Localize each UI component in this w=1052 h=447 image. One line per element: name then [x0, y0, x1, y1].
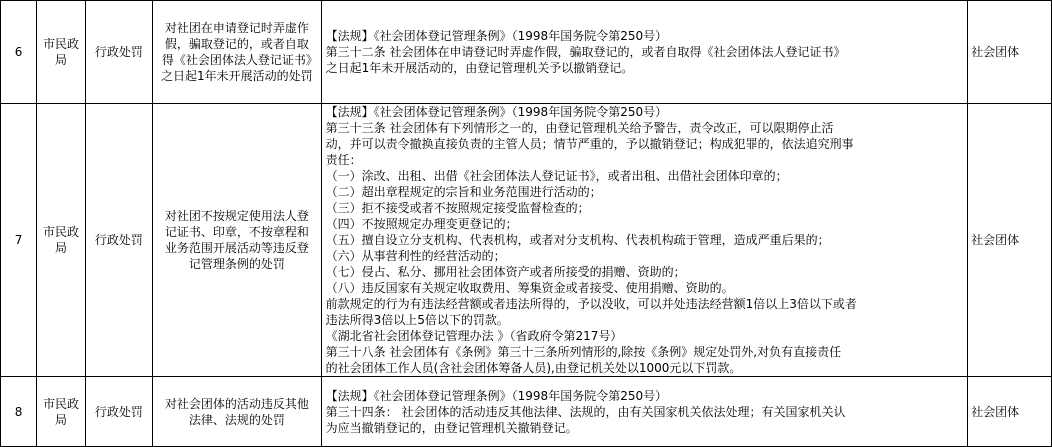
row-number-text: 6	[14, 45, 23, 59]
legal-basis-line: 第三十四条： 社会团体的活动违反其他法律、法规的，由有关国家机关依法处理；有关国家机关认	[325, 404, 846, 419]
legal-basis-line: 之日起1年未开展活动的，由登记管理机关予以撤销登记。	[325, 61, 634, 75]
legal-basis-cell	[321, 1, 968, 104]
legal-basis-line: 违法所得3倍以上5倍以下的罚款。	[325, 313, 509, 327]
legal-basis-line: 第三十八条 社会团体有《条例》第三十三条所列情形的,除按《条例》规定处罚外,对负有直接责任	[325, 345, 842, 359]
department-text: 市民政局	[43, 37, 80, 67]
legal-basis-line: 《湖北省社会团体登记管理办法 》（省政府令第217号）	[325, 329, 623, 343]
table-row	[1, 377, 1052, 447]
department-cell	[37, 1, 86, 104]
penalty-matter-cell	[153, 377, 322, 447]
action-type-cell	[85, 104, 152, 377]
subject-cell	[968, 1, 1052, 104]
row-number-text: 7	[14, 233, 23, 247]
legal-basis-line: （八）违反国家有关规定收取费用、筹集资金或者接受、使用捐赠、资助的。	[325, 281, 734, 295]
legal-basis-cell	[321, 104, 968, 377]
legal-basis-line: （二）超出章程规定的宗旨和业务范围进行活动的；	[325, 185, 602, 199]
penalty-matter-cell	[153, 1, 322, 104]
table-row	[1, 1, 1052, 104]
legal-basis-line: 的社会团体工作人员(含社会团体筹备人员),由登记机关处以1000元以下罚款。	[325, 361, 742, 375]
action-type-cell	[85, 377, 152, 447]
legal-basis-line: 责任：	[325, 153, 362, 167]
legal-basis-line: 为应当撤销登记的，由登记管理机关撤销登记。	[325, 420, 578, 435]
legal-basis-cell	[321, 377, 968, 447]
legal-basis-line: 动，并可以责令撤换直接负责的主管人员；情节严重的，予以撤销登记；构成犯罪的，依法追究刑事	[325, 137, 854, 151]
legal-basis-line: （六）从事营利性的经营活动的；	[325, 249, 506, 263]
action-type-text: 行政处罚	[94, 404, 143, 419]
department-cell	[37, 377, 86, 447]
legal-basis-line: 【法规】《社会团体登记管理条例》（1998年国务院令第250号）	[325, 105, 668, 119]
legal-basis-line: （一）涂改、出租、出借《社会团体法人登记证书》，或者出租、出借社会团体印章的；	[325, 169, 788, 183]
row-number-cell	[1, 377, 37, 447]
legal-basis-line: 前款规定的行为有违法经营额或者违法所得的，予以没收，可以并处违法经营额1倍以上3倍以下或者	[325, 297, 857, 311]
subject-text: 社会团体	[971, 233, 1020, 247]
legal-basis-line: 第三十三条 社会团体有下列情形之一的，由登记管理机关给予警告，责令改正，可以限期停止活	[325, 121, 834, 135]
row-number-text: 8	[14, 404, 23, 419]
table-row	[1, 104, 1052, 377]
department-text: 市民政局	[43, 396, 80, 427]
penalty-matter-text: 对社会团体的活动违反其他法律、法规的处罚	[164, 396, 309, 427]
legal-basis-line: （四）不按照规定办理变更登记的；	[325, 217, 518, 231]
legal-basis-line: （三）拒不接受或者不按照规定接受监督检查的；	[325, 201, 590, 215]
action-type-text: 行政处罚	[94, 233, 143, 247]
penalty-matter-cell	[153, 104, 322, 377]
penalty-matter-text: 对社团不按规定使用法人登记证书、印章，不按章程和业务范围开展活动等违反登记管理条例的处罚	[164, 209, 309, 271]
legal-basis-line: （七）侵占、私分、挪用社会团体资产或者所接受的捐赠、资助的；	[325, 265, 686, 279]
action-type-cell	[85, 1, 152, 104]
subject-cell	[968, 377, 1052, 447]
legal-basis-line: （五）擅自设立分支机构、代表机构，或者对分支机构、代表机构疏于管理，造成严重后果的；	[325, 233, 830, 247]
department-text: 市民政局	[43, 225, 80, 255]
subject-cell	[968, 104, 1052, 377]
action-type-text: 行政处罚	[94, 45, 143, 59]
subject-text: 社会团体	[971, 45, 1020, 59]
legal-basis-line: 【法规】《社会团体登记管理条例》（1998年国务院令第250号）	[325, 29, 668, 43]
legal-basis-line: 第三十二条 社会团体在申请登记时弄虚作假，骗取登记的，或者自取得《社会团体法人登记证书》	[325, 45, 846, 59]
row-number-cell	[1, 1, 37, 104]
penalty-matter-text: 对社团在申请登记时弄虚作假，骗取登记的，或者自取得《社会团体法人登记证书》之日起1年未开展活动的处罚	[161, 21, 313, 83]
department-cell	[37, 104, 86, 377]
legal-basis-line: 【法规】《社会团体登记管理条例》（1998年国务院令第250号）	[325, 388, 668, 403]
subject-text: 社会团体	[971, 404, 1020, 419]
row-number-cell	[1, 104, 37, 377]
